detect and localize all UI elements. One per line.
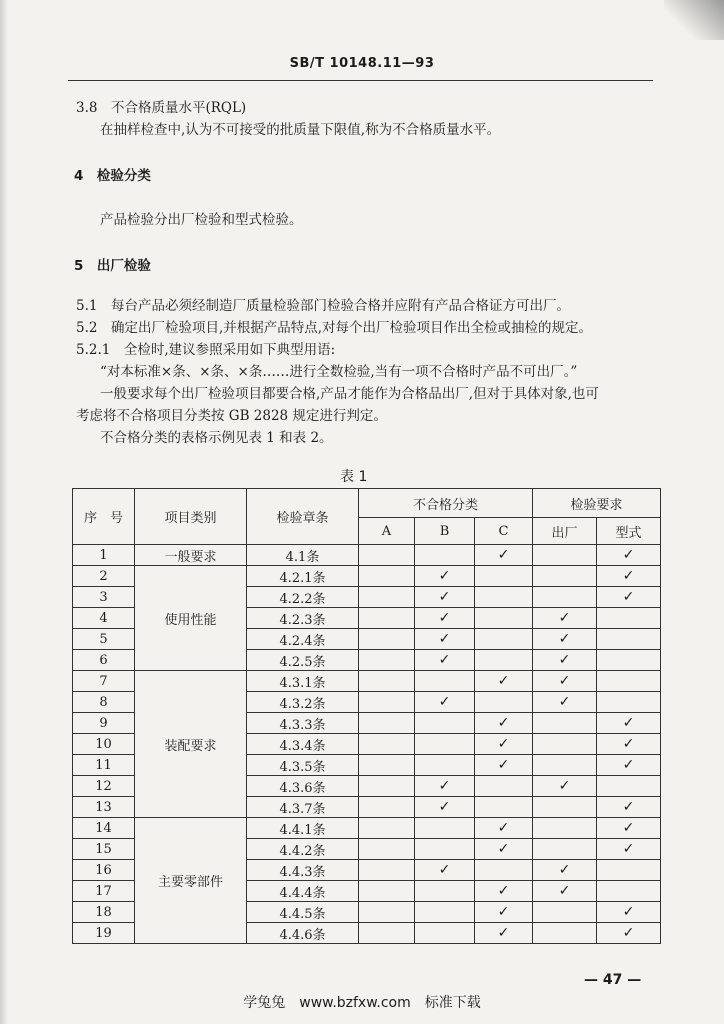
header-clause: 检验章条 <box>247 489 359 545</box>
check-b <box>415 881 475 902</box>
section-3-8-title: 3.8 不合格质量水平(RQL) <box>76 100 247 116</box>
check-a <box>359 902 415 923</box>
page-corner-fold <box>664 0 724 40</box>
check-type: ✓ <box>597 902 661 923</box>
check-factory <box>533 902 597 923</box>
standard-code-header: SB/T 10148.11—93 <box>289 56 435 71</box>
check-c <box>475 629 533 650</box>
section-4-body: 产品检验分出厂检验和型式检验。 <box>100 212 303 228</box>
inspection-clause: 4.2.1条 <box>247 566 359 587</box>
check-a <box>359 587 415 608</box>
row-number: 16 <box>73 860 135 881</box>
check-type: ✓ <box>597 923 661 944</box>
row-number: 6 <box>73 650 135 671</box>
check-type: ✓ <box>597 566 661 587</box>
inspection-clause: 4.4.4条 <box>247 881 359 902</box>
section-5-2-1: 5.2.1 全检时,建议参照采用如下典型用语: <box>76 342 336 358</box>
inspection-clause: 4.3.2条 <box>247 692 359 713</box>
check-factory: ✓ <box>533 881 597 902</box>
check-b <box>415 671 475 692</box>
inspection-clause: 4.1条 <box>247 545 359 566</box>
check-factory <box>533 797 597 818</box>
check-b: ✓ <box>415 797 475 818</box>
check-a <box>359 755 415 776</box>
table-title: 表 1 <box>340 469 368 485</box>
check-a <box>359 650 415 671</box>
inspection-clause: 4.2.4条 <box>247 629 359 650</box>
check-factory: ✓ <box>533 608 597 629</box>
inspection-clause: 4.3.1条 <box>247 671 359 692</box>
check-factory <box>533 713 597 734</box>
check-type <box>597 608 661 629</box>
check-type: ✓ <box>597 839 661 860</box>
check-c: ✓ <box>475 713 533 734</box>
check-b <box>415 839 475 860</box>
inspection-clause: 4.4.3条 <box>247 860 359 881</box>
row-number: 9 <box>73 713 135 734</box>
row-number: 10 <box>73 734 135 755</box>
check-b: ✓ <box>415 566 475 587</box>
check-c <box>475 692 533 713</box>
typical-phrase-quote: “对本标准×条、×条、×条……进行全数检验,当有一项不合格时产品不可出厂。” <box>100 364 578 380</box>
check-b: ✓ <box>415 692 475 713</box>
header-seq: 序 号 <box>73 489 135 545</box>
inspection-clause: 4.3.6条 <box>247 776 359 797</box>
check-factory <box>533 566 597 587</box>
check-c: ✓ <box>475 545 533 566</box>
check-factory: ✓ <box>533 776 597 797</box>
check-factory <box>533 755 597 776</box>
check-b <box>415 734 475 755</box>
header-class-a: A <box>359 518 415 545</box>
header-factory: 出厂 <box>533 518 597 545</box>
inspection-clause: 4.2.5条 <box>247 650 359 671</box>
check-factory <box>533 587 597 608</box>
check-c: ✓ <box>475 818 533 839</box>
check-a <box>359 839 415 860</box>
check-b <box>415 923 475 944</box>
check-a <box>359 692 415 713</box>
check-b: ✓ <box>415 587 475 608</box>
check-type: ✓ <box>597 797 661 818</box>
site-watermark: 学兔兔 www.bzfxw.com 标准下载 <box>243 995 481 1011</box>
section-5-title: 5 出厂检验 <box>74 258 151 274</box>
row-number: 17 <box>73 881 135 902</box>
check-type: ✓ <box>597 734 661 755</box>
check-type <box>597 881 661 902</box>
header-nonconformity-class: 不合格分类 <box>359 489 533 518</box>
check-c <box>475 797 533 818</box>
row-number: 2 <box>73 566 135 587</box>
check-c: ✓ <box>475 881 533 902</box>
check-type: ✓ <box>597 587 661 608</box>
page-edge-shadow <box>0 0 8 1024</box>
check-a <box>359 629 415 650</box>
header-class-c: C <box>475 518 533 545</box>
check-a <box>359 713 415 734</box>
row-number: 3 <box>73 587 135 608</box>
row-number: 7 <box>73 671 135 692</box>
check-c: ✓ <box>475 923 533 944</box>
check-factory <box>533 818 597 839</box>
table-row <box>73 818 661 839</box>
check-type: ✓ <box>597 755 661 776</box>
inspection-clause: 4.4.5条 <box>247 902 359 923</box>
paragraph-line-1: 一般要求每个出厂检验项目都要合格,产品才能作为合格品出厂,但对于具体对象,也可 <box>100 386 599 402</box>
check-a <box>359 818 415 839</box>
check-a <box>359 545 415 566</box>
paragraph-table-reference: 不合格分类的表格示例见表 1 和表 2。 <box>100 430 333 446</box>
check-a <box>359 860 415 881</box>
check-factory: ✓ <box>533 860 597 881</box>
check-factory: ✓ <box>533 671 597 692</box>
section-4-title: 4 检验分类 <box>74 168 151 184</box>
check-factory: ✓ <box>533 629 597 650</box>
paragraph-line-2: 考虑将不合格项目分类按 GB 2828 规定进行判定。 <box>76 408 387 424</box>
inspection-clause: 4.4.1条 <box>247 818 359 839</box>
row-number: 5 <box>73 629 135 650</box>
check-c: ✓ <box>475 671 533 692</box>
check-c <box>475 608 533 629</box>
check-type: ✓ <box>597 818 661 839</box>
check-factory <box>533 923 597 944</box>
section-3-8-body: 在抽样检查中,认为不可接受的批质量下限值,称为不合格质量水平。 <box>100 122 501 138</box>
table-row <box>73 566 661 587</box>
nonconformity-table <box>72 488 661 944</box>
row-number: 1 <box>73 545 135 566</box>
check-a <box>359 923 415 944</box>
row-number: 19 <box>73 923 135 944</box>
row-number: 14 <box>73 818 135 839</box>
check-c: ✓ <box>475 839 533 860</box>
row-number: 4 <box>73 608 135 629</box>
check-factory: ✓ <box>533 692 597 713</box>
row-number: 13 <box>73 797 135 818</box>
check-type <box>597 860 661 881</box>
check-a <box>359 881 415 902</box>
header-category: 项目类别 <box>135 489 247 545</box>
section-5-2: 5.2 确定出厂检验项目,并根据产品特点,对每个出厂检验项目作出全检或抽检的规定。 <box>76 320 593 336</box>
check-factory <box>533 734 597 755</box>
check-c <box>475 566 533 587</box>
inspection-clause: 4.4.2条 <box>247 839 359 860</box>
check-type <box>597 650 661 671</box>
inspection-clause: 4.2.2条 <box>247 587 359 608</box>
check-b: ✓ <box>415 776 475 797</box>
check-type <box>597 776 661 797</box>
check-b: ✓ <box>415 629 475 650</box>
check-a <box>359 608 415 629</box>
check-a <box>359 797 415 818</box>
check-type: ✓ <box>597 545 661 566</box>
row-number: 15 <box>73 839 135 860</box>
row-number: 8 <box>73 692 135 713</box>
header-inspection-requirement: 检验要求 <box>533 489 661 518</box>
row-number: 11 <box>73 755 135 776</box>
section-5-1: 5.1 每台产品必须经制造厂质量检验部门检验合格并应附有产品合格证方可出厂。 <box>76 298 570 314</box>
check-c <box>475 776 533 797</box>
check-b <box>415 713 475 734</box>
page-number: — 47 — <box>584 972 642 988</box>
check-b <box>415 755 475 776</box>
check-a <box>359 776 415 797</box>
check-c <box>475 650 533 671</box>
item-category: 一般要求 <box>135 545 247 566</box>
inspection-clause: 4.2.3条 <box>247 608 359 629</box>
check-type <box>597 629 661 650</box>
item-category: 装配要求 <box>135 671 247 818</box>
check-c: ✓ <box>475 734 533 755</box>
row-number: 18 <box>73 902 135 923</box>
check-a <box>359 671 415 692</box>
check-b: ✓ <box>415 860 475 881</box>
table-row <box>73 671 661 692</box>
item-category: 使用性能 <box>135 566 247 671</box>
check-factory <box>533 839 597 860</box>
inspection-clause: 4.3.4条 <box>247 734 359 755</box>
check-b: ✓ <box>415 650 475 671</box>
check-c <box>475 860 533 881</box>
check-type <box>597 692 661 713</box>
check-b <box>415 545 475 566</box>
row-number: 12 <box>73 776 135 797</box>
inspection-clause: 4.4.6条 <box>247 923 359 944</box>
check-c <box>475 587 533 608</box>
inspection-clause: 4.3.3条 <box>247 713 359 734</box>
check-a <box>359 566 415 587</box>
check-type <box>597 671 661 692</box>
check-b <box>415 902 475 923</box>
table-row <box>73 545 661 566</box>
check-c: ✓ <box>475 902 533 923</box>
check-factory: ✓ <box>533 650 597 671</box>
check-b <box>415 818 475 839</box>
check-a <box>359 734 415 755</box>
header-rule <box>68 80 653 81</box>
check-b: ✓ <box>415 608 475 629</box>
check-c: ✓ <box>475 755 533 776</box>
item-category: 主要零部件 <box>135 818 247 944</box>
inspection-clause: 4.3.7条 <box>247 797 359 818</box>
check-factory <box>533 545 597 566</box>
header-class-b: B <box>415 518 475 545</box>
header-type-test: 型式 <box>597 518 661 545</box>
check-type: ✓ <box>597 713 661 734</box>
inspection-clause: 4.3.5条 <box>247 755 359 776</box>
